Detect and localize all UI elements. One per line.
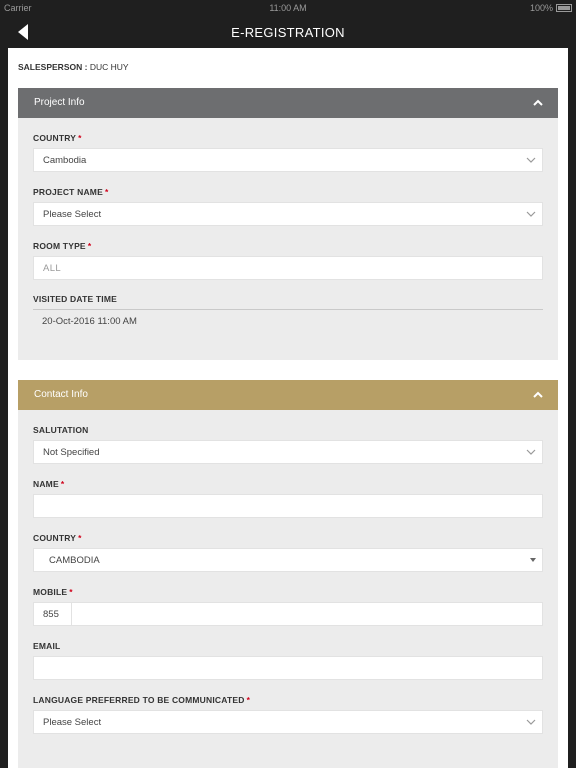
salutation-label: SALUTATION [33,425,89,435]
project-info-section [18,88,558,360]
country-label: COUNTRY * [33,133,82,143]
visited-date-time-label: VISITED DATE TIME [33,294,117,304]
contact-info-header[interactable] [18,380,558,410]
project-name-value: Please Select [43,209,102,220]
email-label: EMAIL [33,641,61,651]
chevron-down-icon [526,447,536,457]
chevron-up-icon[interactable] [532,389,544,401]
name-input[interactable] [33,494,543,518]
visited-date-time-value: 20-Oct-2016 11:00 AM [42,316,137,327]
mobile-label: MOBILE * [33,587,73,597]
contact-info-title: Contact Info [34,389,88,400]
project-country-value: Cambodia [43,155,87,166]
language-label: LANGUAGE PREFERRED TO BE COMMUNICATED * [33,695,251,705]
salesperson-label: SALESPERSON : [18,62,88,72]
contact-info-section [18,380,558,768]
salesperson-value: DUC HUY [89,62,129,72]
project-name-select[interactable] [33,202,543,226]
visited-date-time-field [33,309,543,333]
page-title: E-REGISTRATION [231,25,345,40]
carrier-label: Carrier [4,3,32,13]
contact-country-label: COUNTRY * [33,533,82,543]
chevron-up-icon[interactable] [532,97,544,109]
salutation-select[interactable] [33,440,543,464]
mobile-country-code[interactable] [34,603,72,625]
mobile-prefix-value: 855 [43,609,59,620]
salesperson-info [18,62,129,72]
battery-icon [556,4,572,12]
status-bar [0,0,576,16]
status-time: 11:00 AM [269,3,307,13]
room-type-field[interactable] [33,256,543,280]
caret-down-icon [530,558,536,562]
language-value: Please Select [43,717,102,728]
contact-country-value: CAMBODIA [49,555,100,566]
chevron-down-icon [526,155,536,165]
project-info-title: Project Info [34,97,85,108]
room-type-label: ROOM TYPE * [33,241,92,251]
chevron-down-icon [526,717,536,727]
name-label: NAME * [33,479,65,489]
registration-form[interactable] [8,48,568,768]
battery-percent: 100% [529,3,553,13]
mobile-field[interactable] [33,602,543,626]
room-type-value: ALL [43,263,62,274]
email-input[interactable] [33,656,543,680]
project-name-label: PROJECT NAME * [33,187,109,197]
salutation-value: Not Specified [43,447,100,458]
nav-bar [0,16,576,48]
contact-country-select[interactable] [33,548,543,572]
language-select[interactable] [33,710,543,734]
chevron-down-icon [526,209,536,219]
project-country-select[interactable] [33,148,543,172]
battery-indicator [530,3,572,13]
project-info-header[interactable] [18,88,558,118]
